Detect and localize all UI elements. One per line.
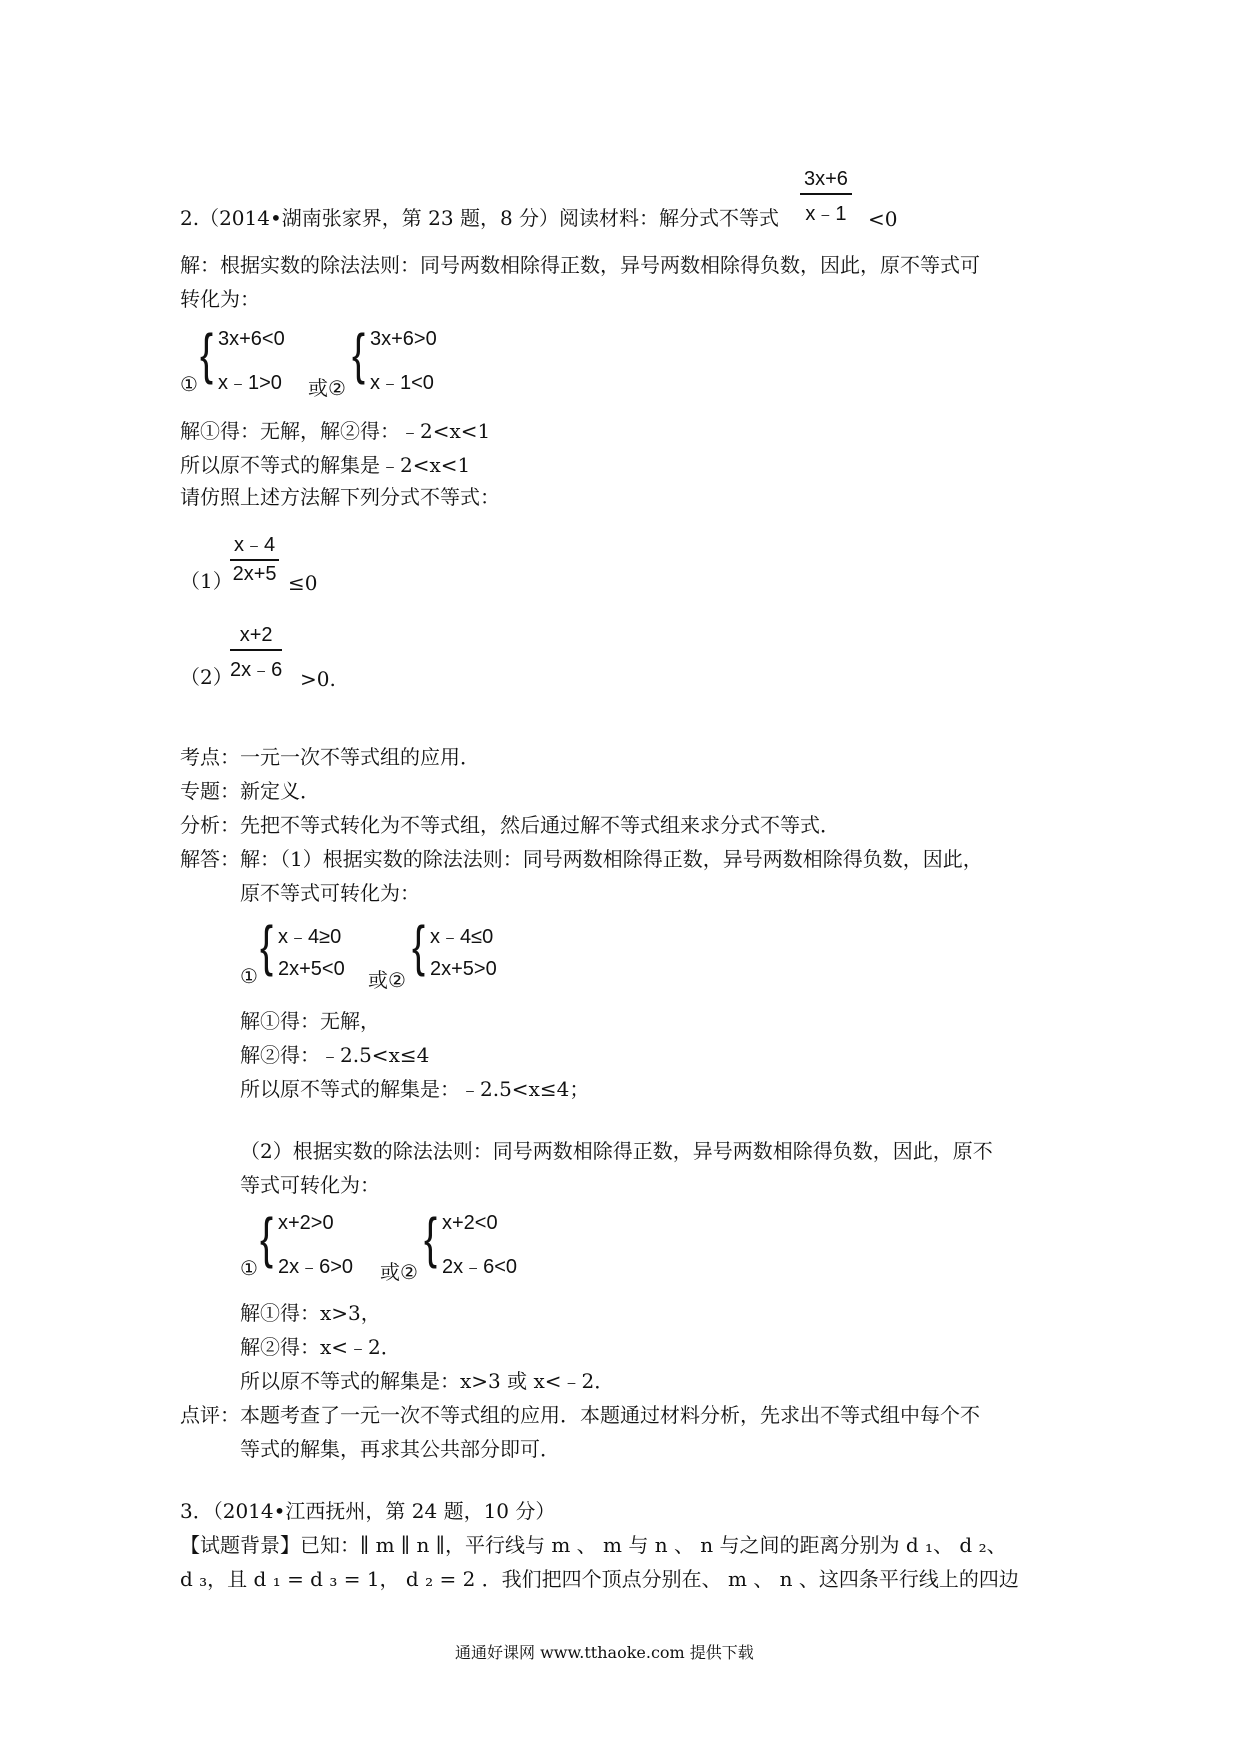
system-a-line1: x+2>0 [278,1212,334,1234]
solution1-inequality-system [240,912,540,992]
dianping-line1: 点评：本题考查了一元一次不等式组的应用．本题通过材料分析，先求出不等式组中每个不 [180,1403,980,1427]
brace-icon: { [260,1206,274,1269]
footer-credit: 通通好课网 www.tthaoke.com 提供下载 [455,1643,754,1662]
solution2-result-c: 所以原不等式的解集是：x>3 或 x<﹣2． [240,1369,615,1393]
system-or: 或② [368,970,406,992]
jieda-line1: 解答：解：（1）根据实数的除法法则：同号两数相除得正数，异号两数相除得负数，因此， [180,847,983,871]
system-mark-1: ① [180,374,198,396]
system-mark-1: ① [240,1258,258,1280]
q3-line1: 【试题背景】已知：∥ m ∥ n ∥，平行线与 m 、 m 与 n 、 n 与之间的距离分别为 d ₁、 d ₂、 [180,1533,1007,1557]
brace-icon: { [424,1206,438,1269]
brace-icon: { [260,914,274,977]
q2-fraction-tail: <0 [868,207,898,231]
system-or: 或② [308,378,346,400]
solution1-result-a: 解①得：无解， [240,1009,380,1033]
q2-prefix: 2.（2014•湖南张家界，第 23 题，8 分）阅读材料：解分式不等式 [180,206,780,230]
system-mark-1: ① [240,966,258,988]
dianping-line2: 等式的解集，再求其公共部分即可． [240,1437,560,1461]
system-a-line1: x﹣4≥0 [278,926,342,948]
q2-fraction-denominator: x﹣1 [805,203,847,225]
problem2-tail: >0. [300,667,336,691]
fenxi: 分析：先把不等式转化为不等式组，然后通过解不等式组来求分式不等式． [180,813,840,837]
solution1-result-b: 解②得：﹣2.5<x≤4 [240,1043,430,1067]
q2-fraction [800,168,852,226]
q2-solution-line1: 解：根据实数的除法法则：同号两数相除得正数，异号两数相除得负数，因此，原不等式可 [180,253,980,277]
solution1-result-c: 所以原不等式的解集是：﹣2.5<x≤4； [240,1077,590,1101]
system-or: 或② [380,1262,418,1284]
system-a-line1: 3x+6<0 [218,328,285,350]
part2-line1: （2）根据实数的除法法则：同号两数相除得正数，异号两数相除得负数，因此，原不 [240,1139,993,1163]
q2-solution-line2: 转化为： [180,287,260,311]
part2-line2: 等式可转化为： [240,1173,380,1197]
jieda-line2: 原不等式可转化为： [240,881,420,905]
system-b-line2: x﹣1<0 [370,372,434,394]
brace-icon: { [352,322,366,385]
problem1-denominator: 2x+5 [232,563,277,585]
problem1-label: （1） [180,569,233,593]
kaodian: 考点：一元一次不等式组的应用． [180,745,480,769]
system-b-line1: x﹣4≤0 [430,926,494,948]
q2-prompt: 请仿照上述方法解下列分式不等式： [180,485,500,509]
system-a-line2: 2x+5<0 [278,958,345,980]
problem2-fraction [230,624,282,682]
q2-fraction-numerator: 3x+6 [800,168,852,195]
problem2-numerator: x+2 [230,624,282,651]
system-b-line1: x+2<0 [442,1212,498,1234]
system-a-line2: x﹣1>0 [218,372,282,394]
system-b-line2: 2x+5>0 [430,958,497,980]
brace-icon: { [200,322,214,385]
solution2-result-b: 解②得：x<﹣2． [240,1335,401,1359]
solution2-inequality-system [240,1204,560,1284]
problem2-denominator: 2x﹣6 [230,659,283,681]
q2-inequality-system [180,320,480,400]
q2-result-line1: 解①得：无解，解②得：﹣2<x<1 [180,419,491,443]
problem1-fraction [230,528,279,586]
q3-title: 3．（2014•江西抚州，第 24 题，10 分） [180,1499,556,1523]
system-b-line1: 3x+6>0 [370,328,437,350]
problem1-tail: ≤0 [288,571,318,595]
q3-line2: d ₃，且 d ₁ = d ₃ = 1， d ₂ = 2 ．我们把四个顶点分别在、 m 、 n 、这四条平行线上的四边 [180,1567,1019,1591]
q2-result-line2: 所以原不等式的解集是﹣2<x<1 [180,453,471,477]
problem2-label: （2） [180,665,233,689]
system-a-line2: 2x﹣6>0 [278,1256,354,1278]
system-b-line2: 2x﹣6<0 [442,1256,518,1278]
problem1-numerator: x﹣4 [230,528,279,561]
brace-icon: { [412,914,426,977]
solution2-result-a: 解①得：x>3， [240,1301,381,1325]
zhuanti: 专题：新定义． [180,779,320,803]
